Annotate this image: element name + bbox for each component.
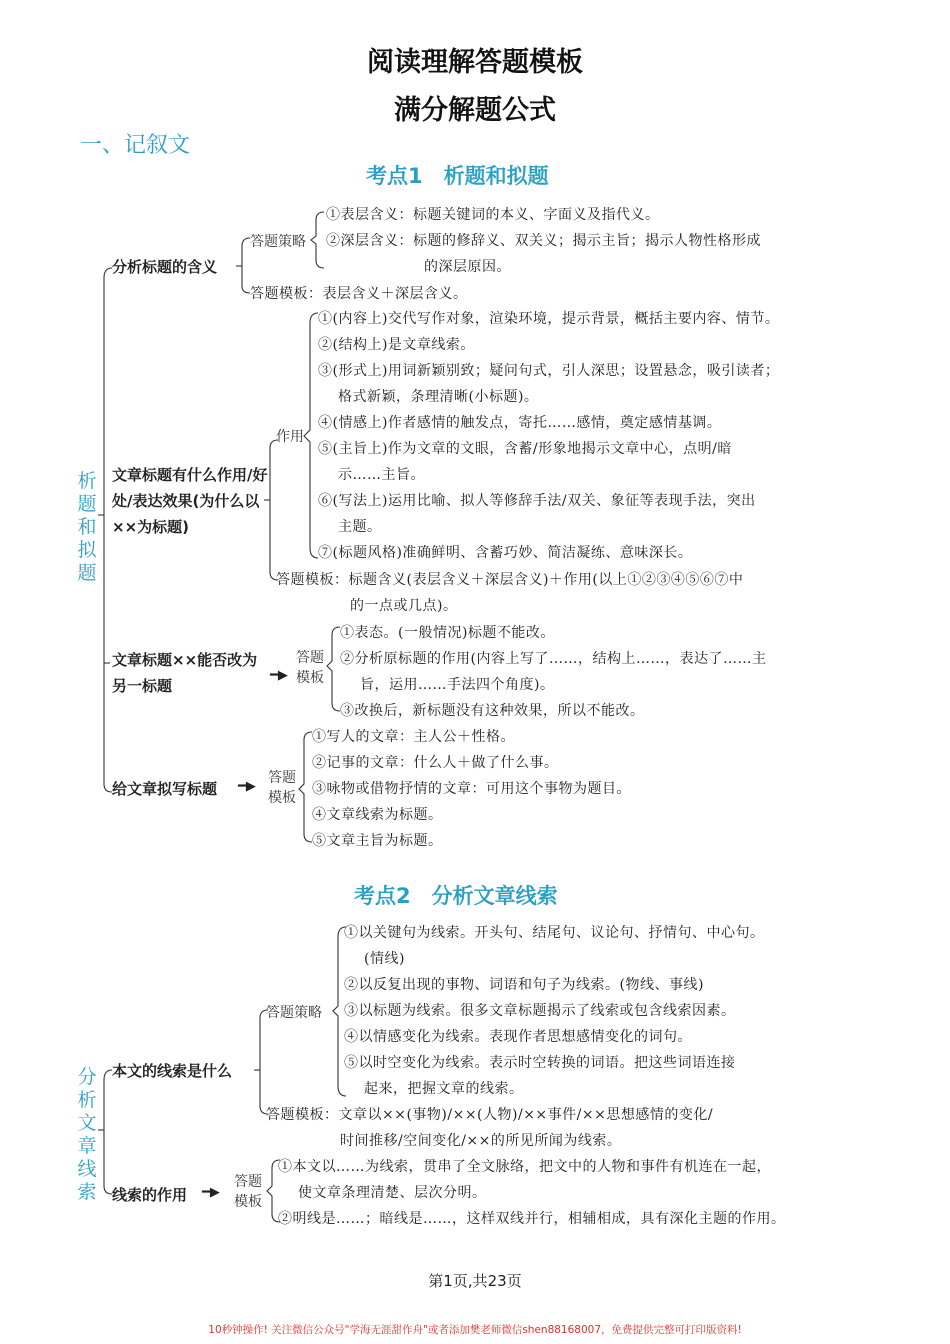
kp2-t1-strategy-label: 答题策略 [266,1005,322,1021]
kp1-t2-effect-brace [304,313,318,558]
kp2-t2-item: ②明线是……；暗线是……，这样双线并行，相辅相成，具有深化主题的作用。 [278,1211,786,1227]
kp1-t2-item: ②(结构上)是文章线索。 [318,337,475,353]
footer-note: 10秒钟操作! 关注微信公众号"学海无涯甜作舟"或者添加樊老师微信shen88168007，免费提供完整可打印版资料! [208,1324,742,1336]
kp1-t3-item: ②分析原标题的作用(内容上写了……，结构上……，表达了……主 [340,651,767,667]
kp2-t2-item: ①本文以……为线索，贯串了全文脉络，把文中的人物和事件有机连在一起， [278,1159,771,1175]
kp2-title: 考点2 分析文章线索 [354,884,558,908]
document-subtitle: 满分解题公式 [394,95,556,126]
kp1-t1-strategy-label: 答题策略 [250,234,306,250]
kp1-t4-item: ⑤文章主旨为标题。 [312,833,443,849]
kp1-t2-effect-label: 作用 [276,429,304,445]
kp1-t3-arrow-icon: ━▶ [270,668,288,683]
kp1-t2-main-brace [270,440,278,580]
kp2-t1-item: (情线) [364,951,405,967]
kp2-t1-item: ⑤以时空变化为线索。表示时空转换的词语。把这些词语连接 [344,1055,736,1071]
kp2-vertical-title: 分析文章线索 [77,1066,97,1203]
kp1-t2-template: 的一点或几点)。 [350,598,458,614]
kp2-t1-item: 起来，把握文章的线索。 [364,1081,524,1097]
kp1-t3-brace [327,627,340,711]
document-title: 阅读理解答题模板 [367,47,583,78]
kp1-t2-item: ⑦(标题风格)准确鲜明、含蓄巧妙、简洁凝练、意味深长。 [318,545,693,561]
kp1-t2-topic: 文章标题有什么作用/好处/表达效果(为什么以××为标题) [112,466,268,536]
kp1-t4-topic: 给文章拟写标题 [112,780,218,798]
kp1-t3-item: 旨，运用……手法四个角度)。 [360,677,555,693]
kp2-t2-topic: 线索的作用 [112,1186,188,1204]
section-heading: 一、记叙文 [80,133,191,158]
kp1-t1-topic: 分析标题的含义 [112,258,218,276]
kp1-t4-item: ①写人的文章：主人公＋性格。 [312,729,515,745]
kp1-t2-item: ①(内容上)交代写作对象，渲染环境，提示背景，概括主要内容、情节。 [318,311,780,327]
kp1-t1-template: 答题模板：表层含义＋深层含义。 [250,286,468,302]
kp1-t1-item: ②深层含义：标题的修辞义、双关义；揭示主旨；揭示人物性格形成 [326,233,761,249]
kp1-t3-topic: 文章标题××能否改为另一标题 [112,651,258,695]
kp2-t1-main-brace [260,1010,268,1114]
kp2-t1-item: ②以反复出现的事物、词语和句子为线索。(物线、事线) [344,977,704,993]
kp2-t1-item: ③以标题为线索。很多文章标题揭示了线索或包含线索因素。 [344,1003,736,1019]
kp1-t2-item: ③(形式上)用词新颖别致；疑问句式，引人深思；设置悬念，吸引读者； [318,363,780,379]
kp1-vertical-title: 析题和拟题 [77,470,97,584]
kp1-t3-label: 答题模板 [296,650,324,686]
kp1-t2-item: 示……主旨。 [338,467,425,483]
kp2-t1-topic: 本文的线索是什么 [112,1062,233,1080]
kp2-t2-arrow-icon: ━▶ [202,1185,220,1200]
kp1-outer-bracket [104,268,112,792]
kp1-t4-label: 答题模板 [268,770,296,806]
kp1-t3-item: ③改换后，新标题没有这种效果，所以不能改。 [340,703,645,719]
kp1-t4-arrow-icon: ━▶ [238,779,256,794]
kp1-t4-item: ③咏物或借物抒情的文章：可用这个事物为题目。 [312,781,631,797]
kp1-t3-item: ①表态。(一般情况)标题不能改。 [340,625,555,641]
kp2-t1-item: ①以关键句为线索。开头句、结尾句、议论句、抒情句、中心句。 [344,925,765,941]
kp1-t2-item: 主题。 [338,519,382,535]
kp2-t2-item: 使文章条理清楚、层次分明。 [298,1185,487,1201]
kp1-t4-brace [299,732,312,842]
kp1-title: 考点1 析题和拟题 [366,164,549,188]
kp1-t1-main-brace [242,238,250,293]
kp2-t1-template: 答题模板：文章以××(事物)/××(人物)/××事件/××思想感情的变化/ [266,1107,714,1123]
kp2-t1-template: 时间推移/空间变化/××的所见所闻为线索。 [340,1133,622,1149]
page-number: 第1页,共23页 [428,1272,522,1290]
kp1-t4-item: ②记事的文章：什么人＋做了什么事。 [312,755,559,771]
kp1-t1-item: ①表层含义：标题关键词的本义、字面义及指代义。 [326,207,660,223]
kp1-t1-strategy-brace [311,212,324,268]
kp1-t2-item: ⑤(主旨上)作为文章的文眼，含蓄/形象地揭示文章中心，点明/暗 [318,441,732,457]
kp1-t2-item: ⑥(写法上)运用比喻、拟人等修辞手法/双关、象征等表现手法，突出 [318,493,756,509]
kp1-t2-item: 格式新颖，条理清晰(小标题)。 [338,389,539,405]
kp1-t2-item: ④(情感上)作者感情的触发点，寄托……感情，奠定感情基调。 [318,415,722,431]
kp2-outer-bracket [104,1070,112,1194]
kp1-t1-item: 的深层原因。 [424,259,511,275]
kp2-t2-label: 答题模板 [234,1174,262,1210]
kp1-t2-template: 答题模板：标题含义(表层含义＋深层含义)＋作用(以上①②③④⑤⑥⑦中 [276,572,744,588]
kp2-t1-item: ④以情感变化为线索。表现作者思想感情变化的词句。 [344,1029,692,1045]
kp1-t4-item: ④文章线索为标题。 [312,807,443,823]
